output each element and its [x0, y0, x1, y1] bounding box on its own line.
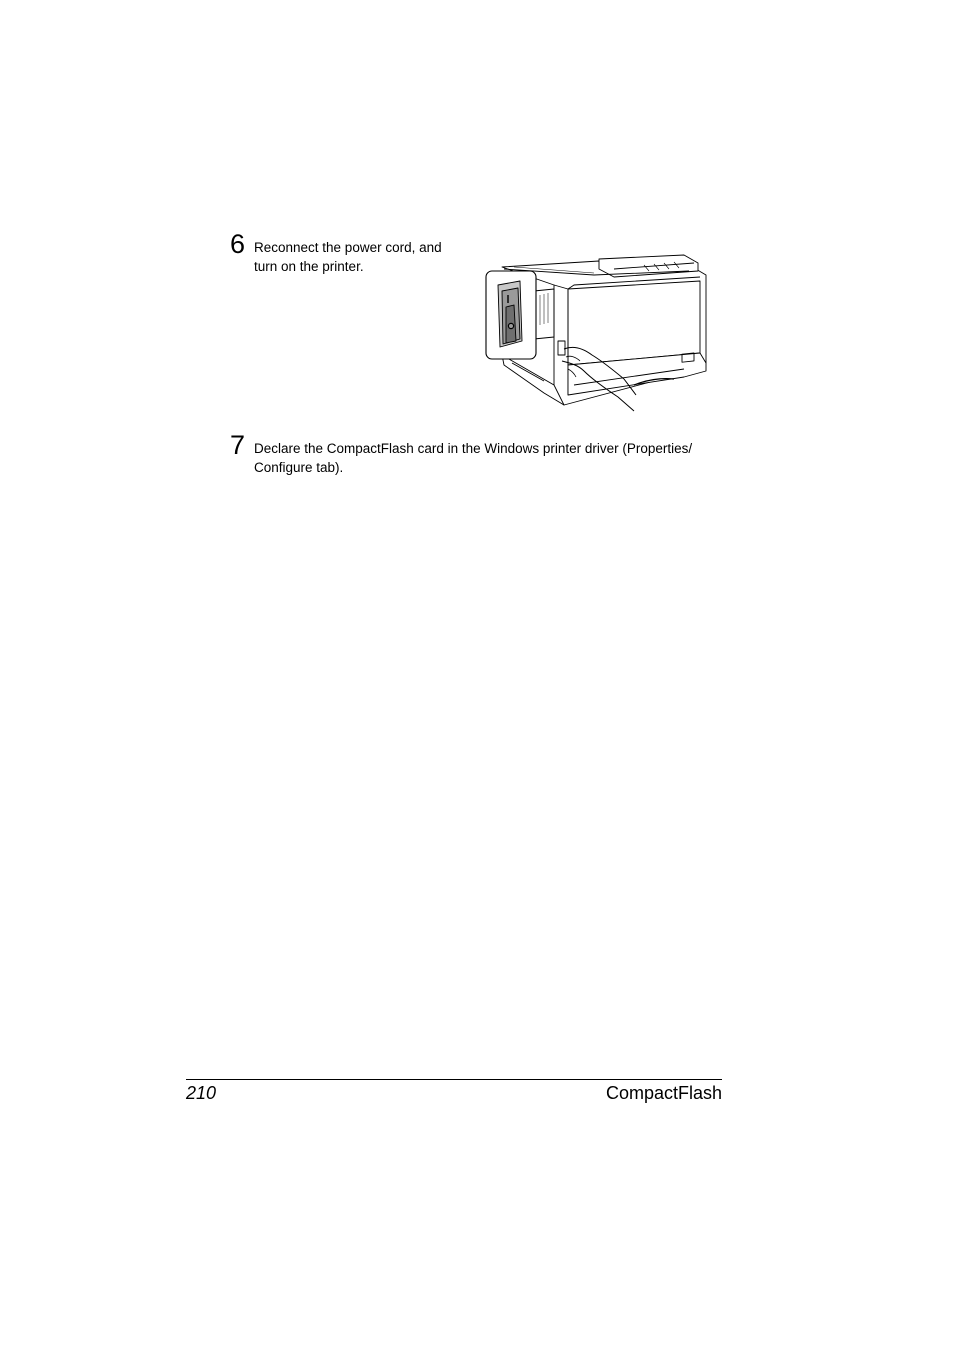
page-number: 210	[186, 1083, 217, 1103]
step-text: Reconnect the power cord, and turn on the printer.	[254, 240, 442, 274]
section-title: CompactFlash	[605, 1083, 722, 1103]
footer-divider	[186, 1079, 722, 1080]
printer-power-switch-illustration	[484, 245, 714, 415]
step-number: 7	[230, 430, 246, 460]
step-text: Declare the CompactFlash card in the Windows printer driver (Properties/ Configure tab).	[254, 441, 693, 475]
step-number: 6	[230, 229, 246, 259]
